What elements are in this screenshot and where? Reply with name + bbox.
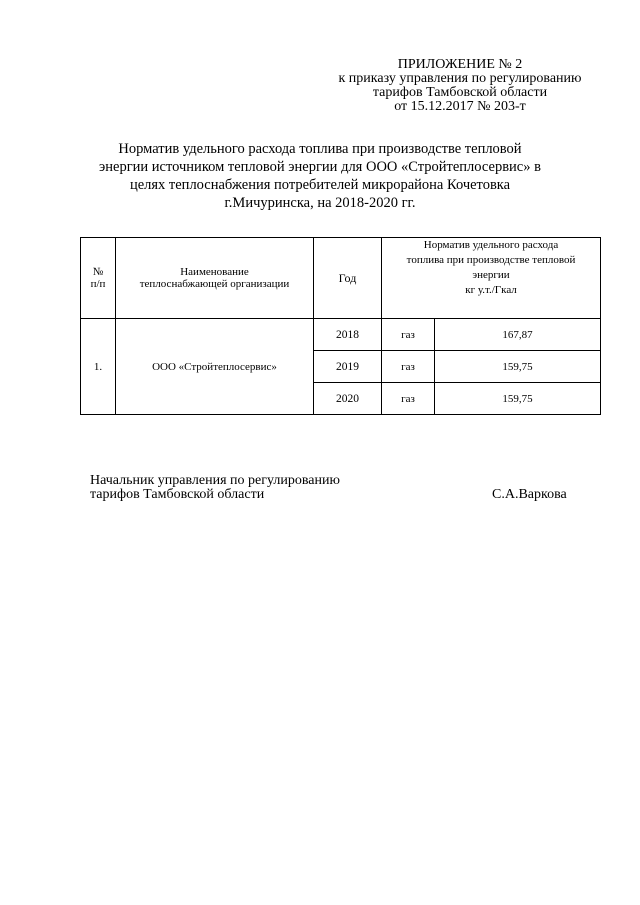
title-line: энергии источником тепловой энергии для ООО «Стройтеплосервис» в [99, 159, 541, 175]
table-row [81, 319, 601, 351]
value-cell: 159,75 [435, 351, 601, 383]
header-year: Год [314, 238, 382, 319]
appendix-title: ПРИЛОЖЕНИЕ № 2 [397, 57, 523, 72]
fuel-cell: газ [382, 319, 435, 351]
organization-name: ООО «Стройтеплосервис» [116, 319, 314, 415]
appendix-order-date: от 15.12.2017 № 203-т [394, 99, 526, 114]
title-line: Норматив удельного расхода топлива при производстве тепловой [118, 141, 522, 157]
signatory-position: Начальник управления по регулированию тарифов Тамбовской области [90, 473, 340, 502]
fuel-cell: газ [382, 351, 435, 383]
appendix-header [320, 58, 600, 114]
norm-table [80, 237, 601, 415]
header-norm: Норматив удельного расхода топлива при производстве тепловой энергии кг у.т./Гкал [382, 238, 601, 319]
header-organization: Наименование теплоснабжающей организации [116, 238, 314, 319]
table-header-row [81, 238, 601, 319]
signatory-name: С.А.Варкова [492, 487, 567, 502]
year-cell: 2019 [314, 351, 382, 383]
appendix-order-ref: к приказу управления по регулированию [338, 71, 582, 86]
document-title [90, 140, 550, 212]
year-cell: 2018 [314, 319, 382, 351]
header-number: № п/п [81, 238, 116, 319]
title-line: г.Мичуринска, на 2018-2020 гг. [224, 195, 416, 211]
title-line: целях теплоснабжения потребителей микрорайона Кочетовка [129, 177, 511, 193]
fuel-cell: газ [382, 383, 435, 415]
appendix-authority: тарифов Тамбовской области [372, 85, 548, 100]
year-cell: 2020 [314, 383, 382, 415]
row-number: 1. [81, 319, 116, 415]
value-cell: 167,87 [435, 319, 601, 351]
value-cell: 159,75 [435, 383, 601, 415]
